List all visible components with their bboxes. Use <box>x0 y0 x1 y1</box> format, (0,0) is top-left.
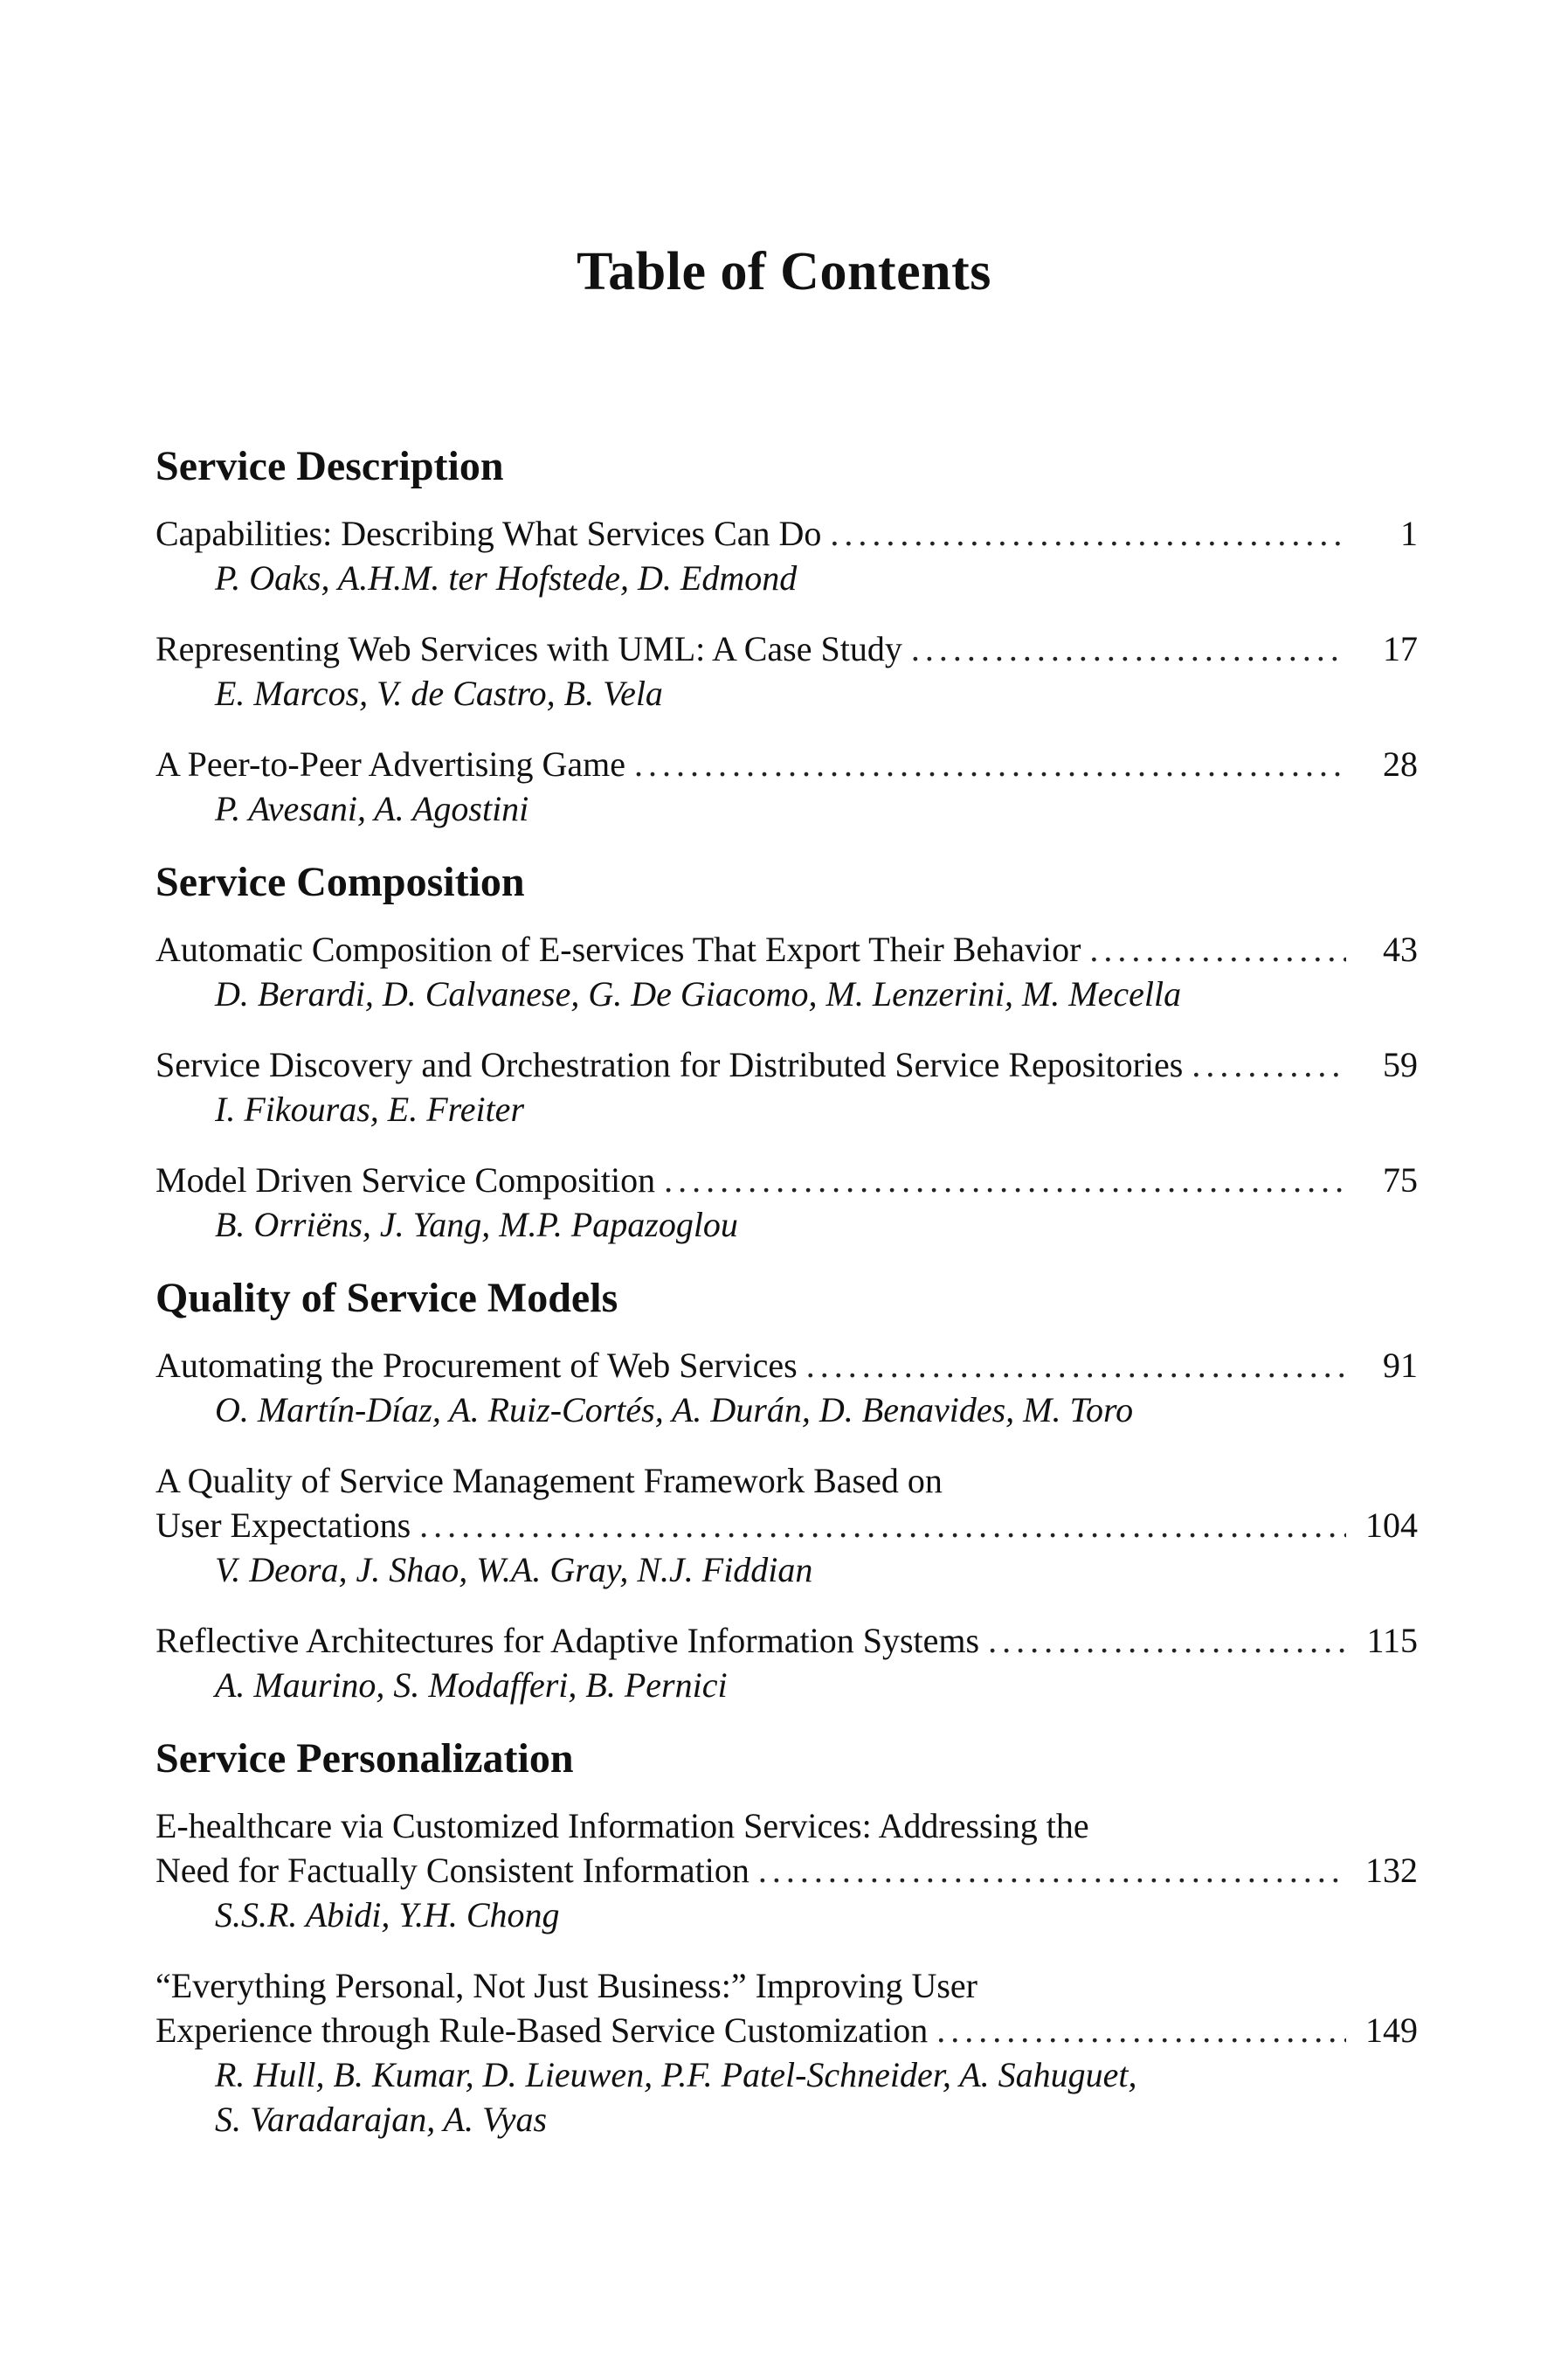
dot-leader <box>664 1158 1346 1202</box>
entry-authors: R. Hull, B. Kumar, D. Lieuwen, P.F. Patel-Schneider, A. Sahuguet, <box>215 2055 1137 2094</box>
page-number[interactable]: 17 <box>1383 629 1418 668</box>
section-heading: Service Composition <box>155 859 525 905</box>
entry-title[interactable]: Experience through Rule-Based Service Customization <box>155 2010 929 2050</box>
toc-entry[interactable] <box>155 1963 1418 2142</box>
toc-entry[interactable] <box>155 1458 1418 1592</box>
toc-entry[interactable] <box>155 511 1418 600</box>
toc-entry[interactable] <box>155 1343 1418 1432</box>
toc-entry[interactable] <box>155 626 1418 716</box>
page-number[interactable]: 1 <box>1400 514 1418 553</box>
entry-authors: E. Marcos, V. de Castro, B. Vela <box>215 674 663 713</box>
page-number[interactable]: 91 <box>1383 1346 1418 1385</box>
page-number[interactable]: 115 <box>1366 1621 1418 1660</box>
page-title: Table of Contents <box>577 241 991 301</box>
entry-title[interactable]: User Expectations <box>155 1505 411 1545</box>
entry-title[interactable]: E-healthcare via Customized Information Services: Addressing the <box>155 1806 1089 1845</box>
toc-section <box>155 857 1418 1247</box>
toc-entry[interactable] <box>155 1618 1418 1707</box>
entry-title[interactable]: Service Discovery and Orchestration for Distributed Service Repositories <box>155 1045 1184 1084</box>
entry-authors: S.S.R. Abidi, Y.H. Chong <box>215 1895 560 1934</box>
entry-authors: B. Orriëns, J. Yang, M.P. Papazoglou <box>215 1205 738 1244</box>
entry-title-line <box>155 742 1418 786</box>
toc-entry[interactable] <box>155 927 1418 1016</box>
entry-authors: P. Avesani, A. Agostini <box>215 789 529 828</box>
section-heading: Service Personalization <box>155 1735 574 1782</box>
section-heading: Service Description <box>155 443 504 489</box>
toc-section <box>155 441 1418 831</box>
page-number[interactable]: 28 <box>1383 744 1418 784</box>
toc-entry[interactable] <box>155 1042 1418 1132</box>
entry-title[interactable]: Reflective Architectures for Adaptive Information Systems <box>155 1621 980 1660</box>
dot-leader <box>988 1618 1346 1663</box>
page-number[interactable]: 75 <box>1383 1160 1418 1200</box>
dot-leader <box>806 1343 1346 1388</box>
toc-section <box>155 1734 1418 2142</box>
dot-leader <box>830 511 1346 556</box>
entry-title[interactable]: Automatic Composition of E-services That Export Their Behavior <box>155 930 1081 969</box>
page-number[interactable]: 149 <box>1365 2010 1418 2050</box>
dot-leader <box>634 742 1346 786</box>
entry-title-line <box>155 1158 1418 1202</box>
page-number[interactable]: 132 <box>1365 1851 1418 1890</box>
entry-title[interactable]: Model Driven Service Composition <box>155 1160 656 1200</box>
entry-authors: O. Martín-Díaz, A. Ruiz-Cortés, A. Durán, D. Benavides, M. Toro <box>215 1390 1134 1429</box>
entry-title-line <box>155 927 1418 972</box>
toc-entry[interactable] <box>155 1803 1418 1937</box>
dot-leader <box>911 626 1346 671</box>
entry-title[interactable]: Automating the Procurement of Web Services <box>155 1346 798 1385</box>
toc-section <box>155 1273 1418 1707</box>
entry-title-line <box>155 1803 1418 1848</box>
entry-title-line <box>155 1848 1418 1893</box>
toc-entry[interactable] <box>155 742 1418 831</box>
entry-title-line <box>155 626 1418 671</box>
entry-authors: P. Oaks, A.H.M. ter Hofstede, D. Edmond <box>215 558 798 598</box>
page-number[interactable]: 104 <box>1365 1505 1418 1545</box>
dot-leader <box>936 2008 1346 2052</box>
table-of-contents <box>155 441 1418 2168</box>
entry-title-line <box>155 1618 1418 1663</box>
entry-title[interactable]: “Everything Personal, Not Just Business:” Improving User <box>155 1966 977 2005</box>
entry-title[interactable]: A Quality of Service Management Framework Based on <box>155 1461 943 1500</box>
entry-authors: D. Berardi, D. Calvanese, G. De Giacomo, M. Lenzerini, M. Mecella <box>215 974 1182 1014</box>
entry-authors: I. Fikouras, E. Freiter <box>215 1090 525 1129</box>
entry-authors: S. Varadarajan, A. Vyas <box>215 2100 548 2139</box>
entry-title[interactable]: Need for Factually Consistent Information <box>155 1851 749 1890</box>
entry-title[interactable]: Capabilities: Describing What Services Can Do <box>155 514 822 553</box>
entry-title-line <box>155 1343 1418 1388</box>
entry-authors: V. Deora, J. Shao, W.A. Gray, N.J. Fiddian <box>215 1550 813 1589</box>
entry-authors: A. Maurino, S. Modafferi, B. Pernici <box>215 1665 728 1705</box>
dot-leader <box>1089 927 1346 972</box>
entry-title-line <box>155 2008 1418 2052</box>
dot-leader <box>419 1503 1346 1547</box>
toc-entry[interactable] <box>155 1158 1418 1247</box>
entry-title-line <box>155 511 1418 556</box>
page-number[interactable]: 43 <box>1383 930 1418 969</box>
entry-title-line <box>155 1503 1418 1547</box>
dot-leader <box>1192 1042 1346 1087</box>
entry-title[interactable]: A Peer-to-Peer Advertising Game <box>155 744 625 784</box>
entry-title-line <box>155 1458 1418 1503</box>
entry-title-line <box>155 1963 1418 2008</box>
section-heading: Quality of Service Models <box>155 1275 618 1321</box>
entry-title-line <box>155 1042 1418 1087</box>
page-number[interactable]: 59 <box>1383 1045 1418 1084</box>
entry-title[interactable]: Representing Web Services with UML: A Case Study <box>155 629 902 668</box>
dot-leader <box>758 1848 1346 1893</box>
